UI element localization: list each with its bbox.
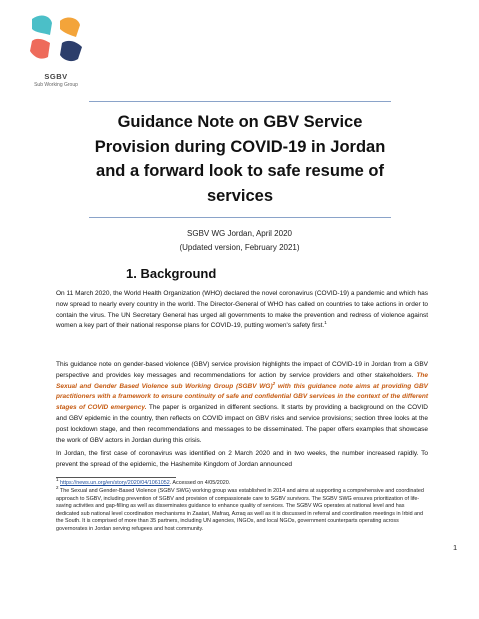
document-title [60,110,420,208]
title-line: and a forward look to safe resume of [96,162,384,180]
byline-author-date: SGBV WG Jordan, April 2020 [187,229,292,238]
footnote-number: 2 [56,485,59,491]
footnote-1 [56,477,428,491]
byline-update: (Updated version, February 2021) [179,243,300,252]
highlighted-text: with this guidance note aims at providing GBV practitioners with a framework to ensure continuity of safe and confidential GBV services in the context of the different stages of COVID emergency. [56,382,428,412]
sgbv-logo [17,11,95,101]
footnote-text: . Accessed on 4/05/2020. [169,480,231,486]
logo-name: SGBV [44,72,68,81]
paragraph-text: The paper is organized in different sections. It starts by providing a background on the COVID and GBV epidemic in the country, then reflects on COVID impact on GBV risks and service provisions; section three looks at the post lockdown stage, and then recommendations and messages to be disseminated. The paper offers examples that showcase the work of GBV actors in Jordan during this crisis. [56,404,428,444]
highlighted-text: The Sexual and Gender Based Violence sub Working Group (SGBV WG) [56,371,428,390]
paragraph-text: In Jordan, the first case of coronavirus was identified on 2 March 2020 and in two weeks, the number increased rapidly. To prevent the spread of the epidemic, the Hashemite Kingdom of Jordan announced [56,450,428,468]
section-heading: 1. Background [126,266,217,281]
page-number: 1 [453,543,458,552]
title-line: services [206,186,274,205]
title-bottom-rule [89,217,391,218]
paragraph-1 [56,289,428,332]
paragraph-3 [56,449,428,471]
footnote-2 [56,485,428,534]
title-line: Guidance Note on GBV Service [117,113,363,131]
footnote-text: The Sexual and Gender-Based Violence (SGBV SWG) working group was established in 2014 and aims at supporting a comprehensive and coordinated approach to SGBV, including prevention of SGBV and provision of compassionate care to SGBV survivors. The SGBV SWG ensures prioritization of life-saving activities and gap-filling as well as disseminates guidance to enhance quality of services. The SGBV WG operates at national level and has dedicated sub national level coordination mechanisms in Zaatari, Mafraq, Azraq as well as it is discussed in referral and coordination meetings in Irbid and the South. It is comprised of more than 35 partners, including UN agencies, INGOs, and local NGOs, government counterparts operating across governorates in Jordan serving refugees and host community. [56,488,424,532]
title-line: Provision during COVID-19 in Jordan [94,137,386,156]
footnote-separator [56,477,176,478]
title-top-rule [89,101,391,102]
footnote-ref[interactable]: 1 [324,320,327,326]
footnote-link[interactable]: https://news.un.org/en/story/2020/04/1061052 [60,480,170,486]
footnote-number: 1 [56,477,59,483]
paragraph-text: This guidance note on gender-based violence (GBV) service provision highlights the impact of COVID-19 in Jordan from a GBV perspective and provides key messages and recommendations for action by service providers and other stakeholders. [56,361,428,379]
paragraph-text: On 11 March 2020, the World Health Organization (WHO) declared the novel coronavirus (COVID-19) a pandemic and which has now spread to nearly every country in the world. The Director-General of WHO has called on countries to take actions in order to contain the virus. The UN Secretary General has urged all governments to make the prevention and redress of violence against women a key part of their national response plans for COVID-19, putting women's safety first. [56,290,428,330]
paragraph-2 [56,360,428,446]
logo-subtitle: Sub Working Group [34,82,78,88]
hands-logo-icon [26,11,86,71]
footnote-ref[interactable]: 2 [272,380,276,386]
